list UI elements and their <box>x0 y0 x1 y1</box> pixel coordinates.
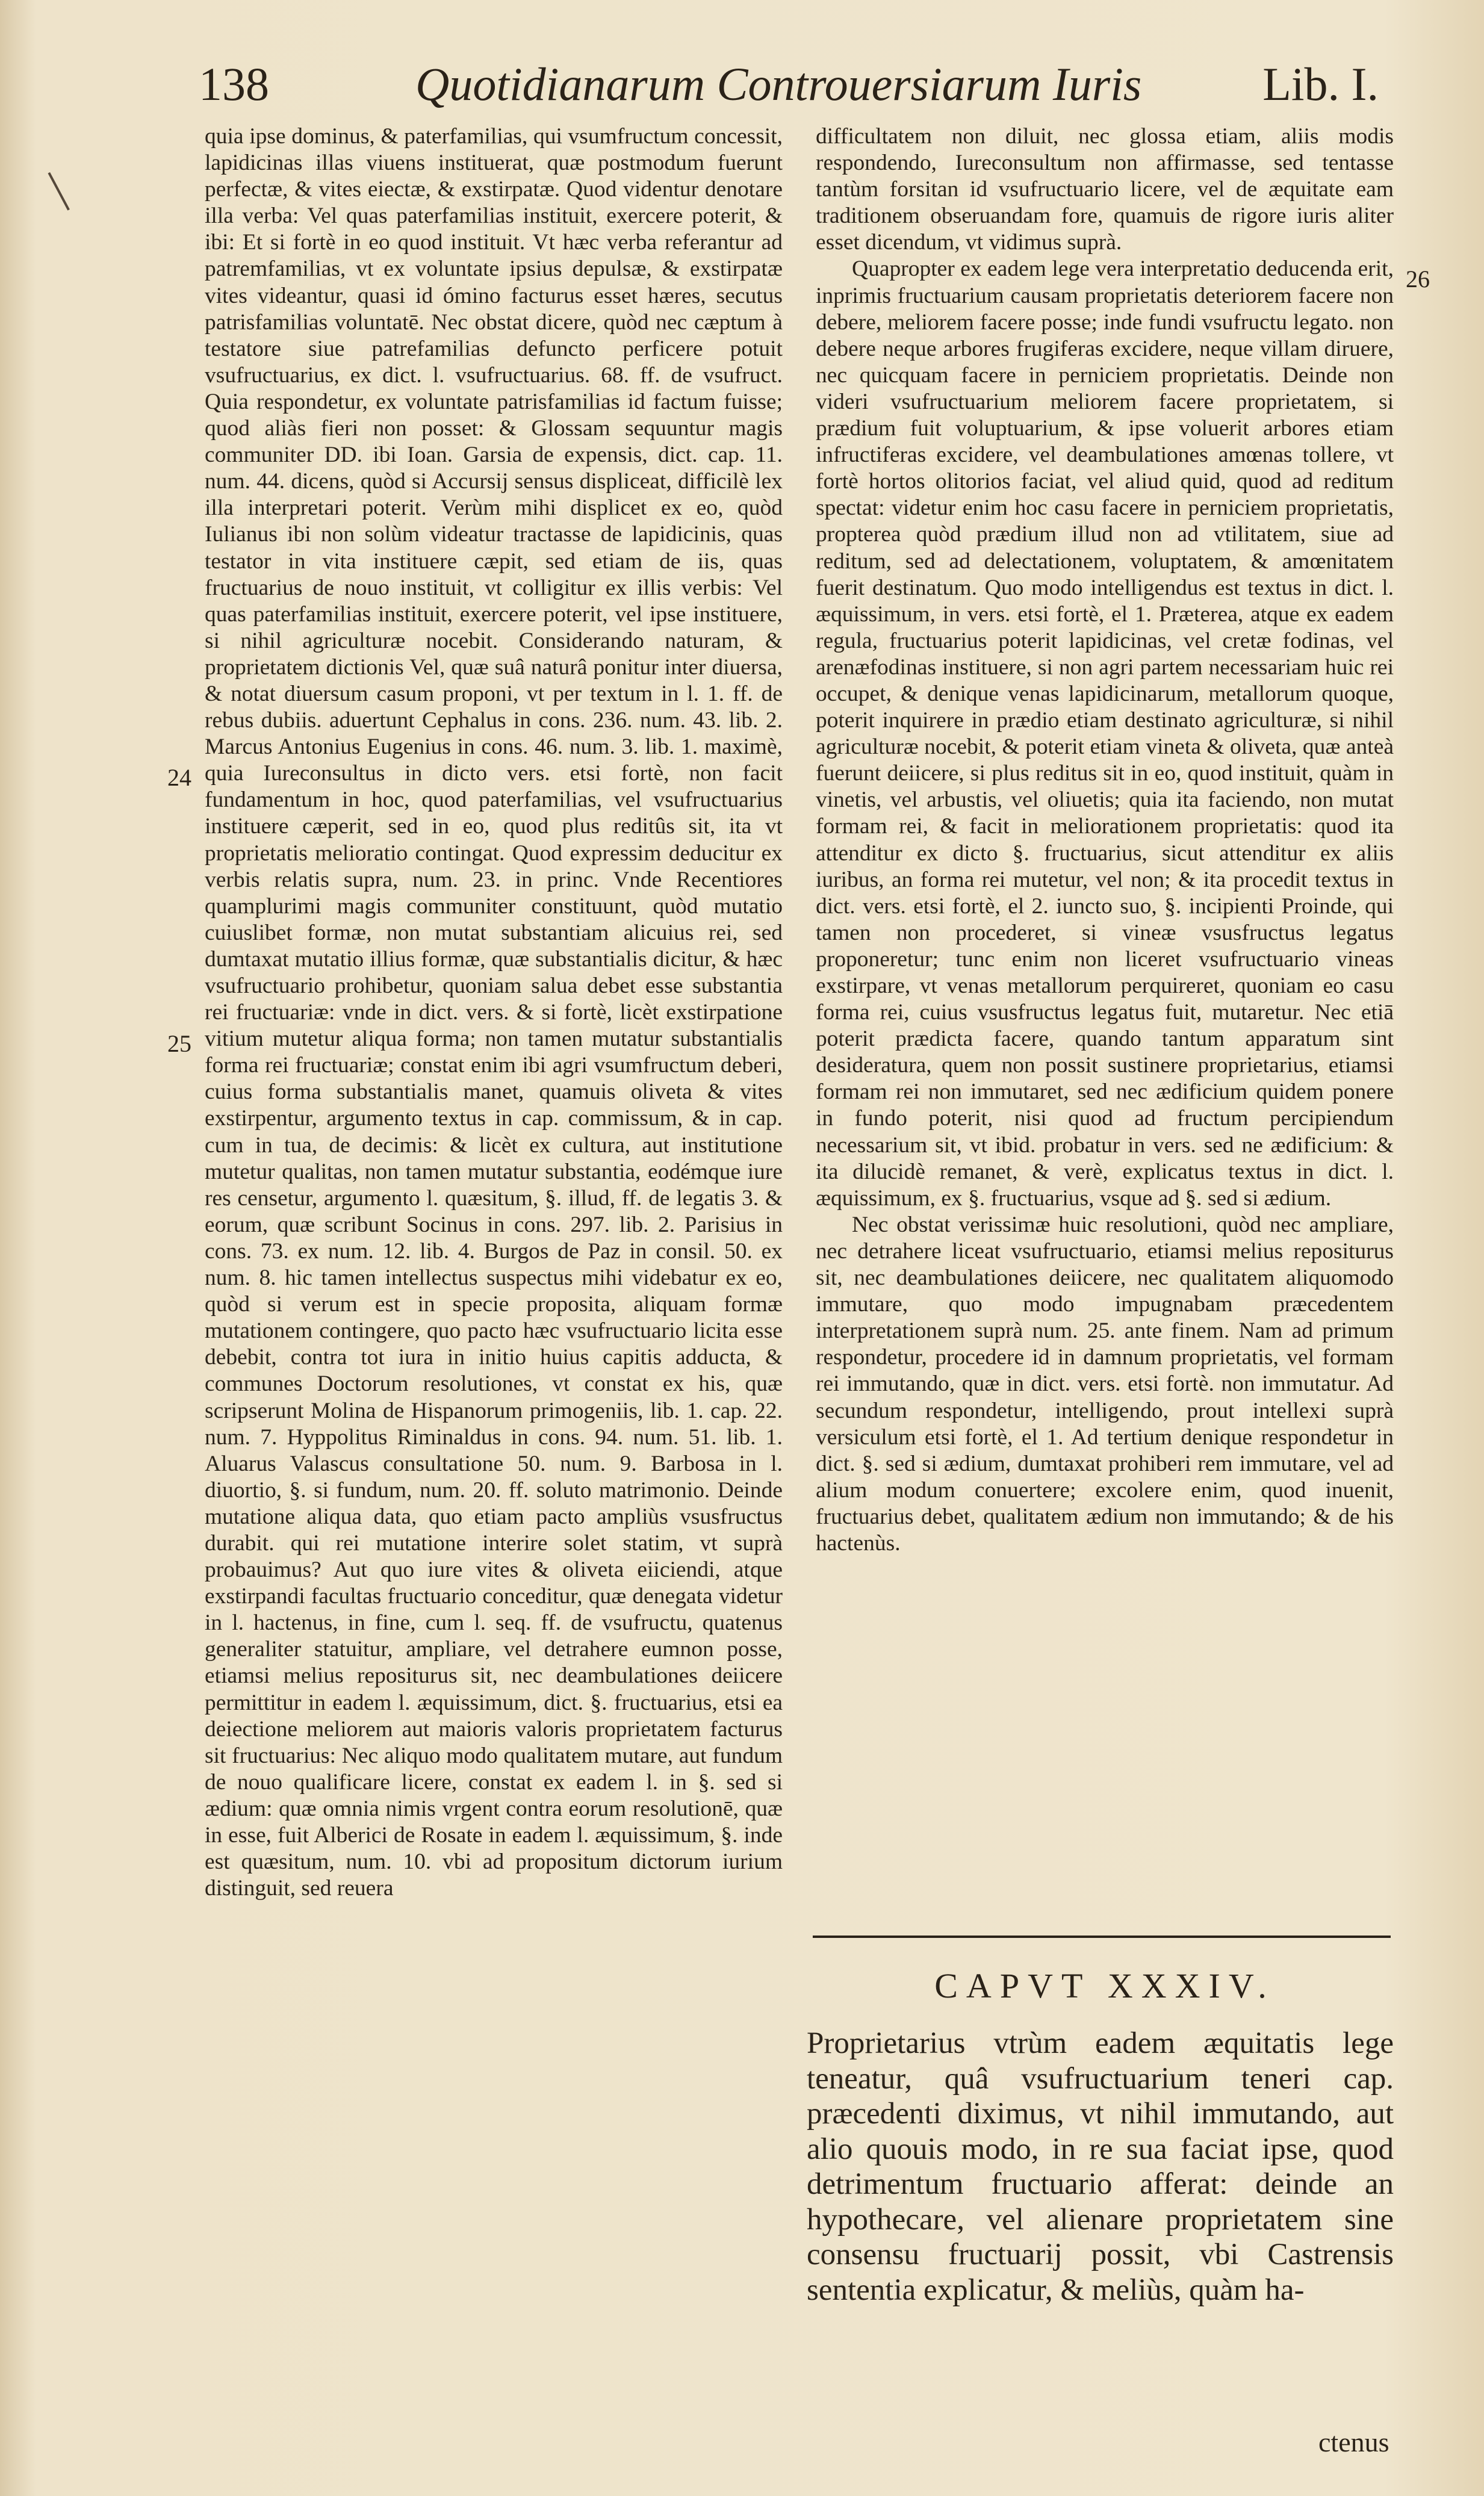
ink-mark <box>48 169 76 210</box>
paragraph: Quapropter ex eadem lege vera interpretatio deducenda erit, inprimis fructuarium causam proprietatis deteriorem facere non debere, meliorem facere posse; inde fundi vsufructu legato. non debere neque arbores frugiferas excidere, neque villam diruere, nec quicquam facere in perniciem proprietatis. Deinde non videri vsufructuarium meliorem facere proprietatem, si prædium fuit voluptuarium, & ipse voluerit arbores etiam infructiferas excidere, vel deambulationes amœnas tollere, vt fortè hortos olitorios faciat, vel aliud quid, quod ad reditum spectat: videtur enim hoc casu facere in perniciem proprietatis, propterea quòd prædium illud non ad vtilitatem, siue ad reditum, sed ad delectationem, voluptatem, & amœnitatem fuerit destinatum. Quo modo intelligendus est textus in dict. l. æquissimum, in vers. etsi fortè, el 1. Præterea, atque ex eadem regula, fructuarius poterit lapidicinas, vel cretæ fodinas, vel arenæfodinas instituere, si non agri partem necessariam huic rei occupet, & denique venas lapidicinarum, metallorum quoque, poterit inquirere in prædio etiam destinato agriculturæ, si nihil agriculturæ nocebit, & poterit etiam vineta & olivetа, quæ anteà fuerunt deiicere, si plus reditus sit in eo, quod instituit, quàm in vinetis, vel arbustis, vel oliuetis; quia ita faciendo, non mutat formam rei, & facit in meliorationem proprietatis: quod ita attenditur ex dicto §. fructuarius, sicut attenditur ex aliis iuribus, an forma rei mutetur, vel non; & ita procedit textus in dict. vers. etsi fortè, el 2. iuncto suo, §. incipienti Proinde, qui tamen non procederet, si vineæ vsusfructus legatus proponeretur; tunc enim non liceret vsufructuario vineas exstirpare, vt venas metallorum perquireret, quoniam eo casu forma rei, cuius vsusfructus legatus fuit, mutaretur. Nec etiā poterit prædicta facere, quando tantum apparatum sint desideratura, quem non possit sustinere proprietarius, etiamsi formam rei non immutaret, sed nec ædificium quidem ponere in fundo poterit, nisi quod ad fructum percipiendum necessarium sit, vt ibid. probatur in vers. sed ne ædificium: & ita dilucidè remanet, & verè, explicatus textus in dict. l. æquissimum, ex §. fructuarius, vsque ad §. sed si ædium. <box>816 256 1394 1211</box>
catchword: ctenus <box>1318 2427 1389 2457</box>
margin-number: 24 <box>167 764 191 791</box>
running-header <box>199 57 1379 123</box>
margin-number: 26 <box>1406 265 1430 293</box>
paragraph: difficultatem non diluit, nec glossa etiam, aliis modis respondendo, Iureconsultum non affirmasse, sed tentasse tantùm forsitan id vsufructuario licere, vel de æquitate eam traditionem obseruandam fore, quamuis de rigore iuris aliter esset dicendum, vt vidimus suprà. <box>816 124 1394 255</box>
paragraph: Nec obstat verissimæ huic resolutioni, quòd nec ampliare, nec detrahere liceat vsufructuario, etiamsi melius repositurus sit, nec deambulationes deiicere, nec qualitatem aliquomodo immutare, quo modo impugnabam præcedentem interpretationem suprà num. 25. ante finem. Nam ad primum respondetur, procedere id in damnum proprietatis, vel formam rei immutando, quæ in dict. vers. etsi fortè. non immutatur. Ad secundum respondetur, intelligendo, prout intellexi suprà versiculum etsi fortè, el 1. Ad tertium denique respondetur in dict. §. sed si ædium, dumtaxat prohiberi rem immutare, vel ad alium modum conuertere; excolere enim, quod inuenit, fructuarius debet, qualitatem ædium non immutando; & de his hactenùs. <box>816 1212 1394 1556</box>
paragraph: quia ipse dominus, & paterfamilias, qui vsumfructum concessit, lapidicinas illas viuens instituerat, quæ postmodum fuerunt perfectæ, & vites eiectæ, & exstirpatæ. Quod videntur denotare illa verba: Vel quas paterfamilias instituit, exercere poterit, & ibi: Et si fortè in eo quod instituit. Vt hæc verba referantur ad patremfamilias, vt ex voluntate ipsius depulsæ, & exstirpatæ vites videantur, quasi id ómino facturus esset hæres, secutus patrisfamilias voluntatē. Nec obstat dicere, quòd nec cæptum à testatore siue patrefamilias defuncto perficere potuit vsufructuarius, ex dict. l. vsufructuarius. 68. ff. de vsufruct. Quia respondetur, ex voluntate patrisfamilias id factum fuisse; quod aliàs fieri non posset: & Glossam sequuntur magis communiter DD. ibi Ioan. Garsia de expensis, dict. cap. 11. num. 44. dicens, quòd si Accursij sensus displiceat, difficilè lex illa interpretari poterit. Verùm mihi displicet ex eo, quòd Iulianus ibi non solùm videatur tractasse de lapidicinis, quas testator in vita instituere cæpit, sed etiam de iis, quas fructuarius de nouo instituit, vt colligitur ex illis verbis: Vel quas paterfamilias instituit, exercere poterit, vel ipse instituere, si nihil agriculturæ nocebit. Considerando naturam, & proprietatem dictionis Vel, quæ suâ naturâ ponitur inter diuersa, & notat diuersum casum proponi, vt per textum in l. 1. ff. de rebus dubiis. aduertunt Cephalus in cons. 236. num. 43. lib. 2. Marcus Antonius Eugenius in cons. 46. num. 3. lib. 1. maximè, quia Iureconsultus in dicto vers. etsi fortè, non facit fundamentum in hoc, quod paterfamilias, vel vsufructuarius instituere cæperit, sed in eo, quod plus reditûs sit, ita vt proprietatis melioratio contingat. Quod expressim deducitur ex verbis relatis supra, num. 23. in princ. Vnde Recentiores quamplurimi magis communiter constituunt, quòd mutatio cuiuslibet formæ, non mutat substantiam alicuius rei, sed dumtaxat mutatio illius formæ, quæ substantialis dicitur, & hæc vsufructuario prohibetur, quoniam salua debet esse substantia rei fructuariæ: vnde in dict. vers. & si fortè, licèt exstirpatione vitium mutetur aliqua forma; non tamen mutatur substantialis forma rei fructuariæ; constat enim ibi agri vsumfructum deberi, cuius forma substantialis manet, quamuis olivetа & vites exstirpentur, argumento textus in cap. commissum, & in cap. cum in tua, de decimis: & licèt ex cultura, aut institutione mutetur qualitas, non tamen mutatur substantia, eodémque iure res censetur, argumento l. quæsitum, §. illud, ff. de legatis 3. & eorum, quæ scribunt Socinus in cons. 297. lib. 2. Parisius in cons. 73. ex num. 12. lib. 4. Burgos de Paz in consil. 50. ex num. 8. hic tamen intellectus suspectus mihi videbatur ex eo, quòd si verum est in specie proposita, aliquam formæ mutationem contingere, quo pacto hæc vsufructuario licita esse debebit, contra tot iura in initio huius capitis adducta, & communes Doctorum resolutiones, vt constat ex his, quæ scripserunt Molina de Hispanorum primogeniis, lib. 1. cap. 22. num. 7. Hyppolitus Riminaldus in cons. 94. num. 51. lib. 1. Aluarus Valascus consultatione 50. num. 9. Barbosa in l. diuortio, §. si fundum, num. 20. ff. soluto matrimonio. Deinde mutatione aliqua data, quo etiam pacto ampliùs vsusfructus durabit. qui rei mutatione interire solet statim, vt suprà probauimus? Aut quo iure vites & olivetа eiiciendi, atque exstirpandi facultas fructuario conceditur, quæ denegata videtur in l. hactenus, in fine, cum l. seq. ff. de vsufructu, quatenus generaliter statuitur, ampliare, vel detrahere eumnon posse, etiamsi melius repositurus sit, nec deambulationes deiicere permittitur in eadem l. æquissimum, dict. §. fructuarius, etsi ea deiectione meliorem aut maioris valoris proprietatem facturus sit fructuarius: Nec aliquo modo qualitatem mutare, aut fundum de nouo qualificare licere, constat ex eadem l. in §. sed si ædium: quæ omnia nimis vrgent contra eorum resolutionē, quæ in esse, fuit Alberici de Rosate in eadem l. æquissimum, §. inde est quæsitum, num. 10. vbi ad propositum dictorum iurium distinguit, sed reuera <box>205 124 783 1901</box>
book-label: Lib. I. <box>1262 58 1379 110</box>
running-title: Quotidianarum Controuersiarum Iuris <box>415 58 1142 110</box>
right-column <box>816 123 1394 1557</box>
left-column <box>205 123 783 1902</box>
page-number: 138 <box>199 58 269 110</box>
margin-number: 25 <box>167 1030 191 1057</box>
chapter-heading: CAPVT XXXIV. <box>934 1966 1275 2005</box>
chapter-summary: Proprietarius vtrùm eadem æquitatis lege teneatur, quâ vsufructuarium teneri cap. præcedenti diximus, vt nihil immutando, aut alio quouis modo, in re sua faciat ipse, quod detrimentum fructuario afferat: deinde an hypothecare, vel alienare proprietatem sine consensu fructuarij possit, vbi Castrensis sententia explicatur, & meliùs, quàm ha- <box>807 2026 1394 2307</box>
section-rule <box>813 1936 1391 1938</box>
